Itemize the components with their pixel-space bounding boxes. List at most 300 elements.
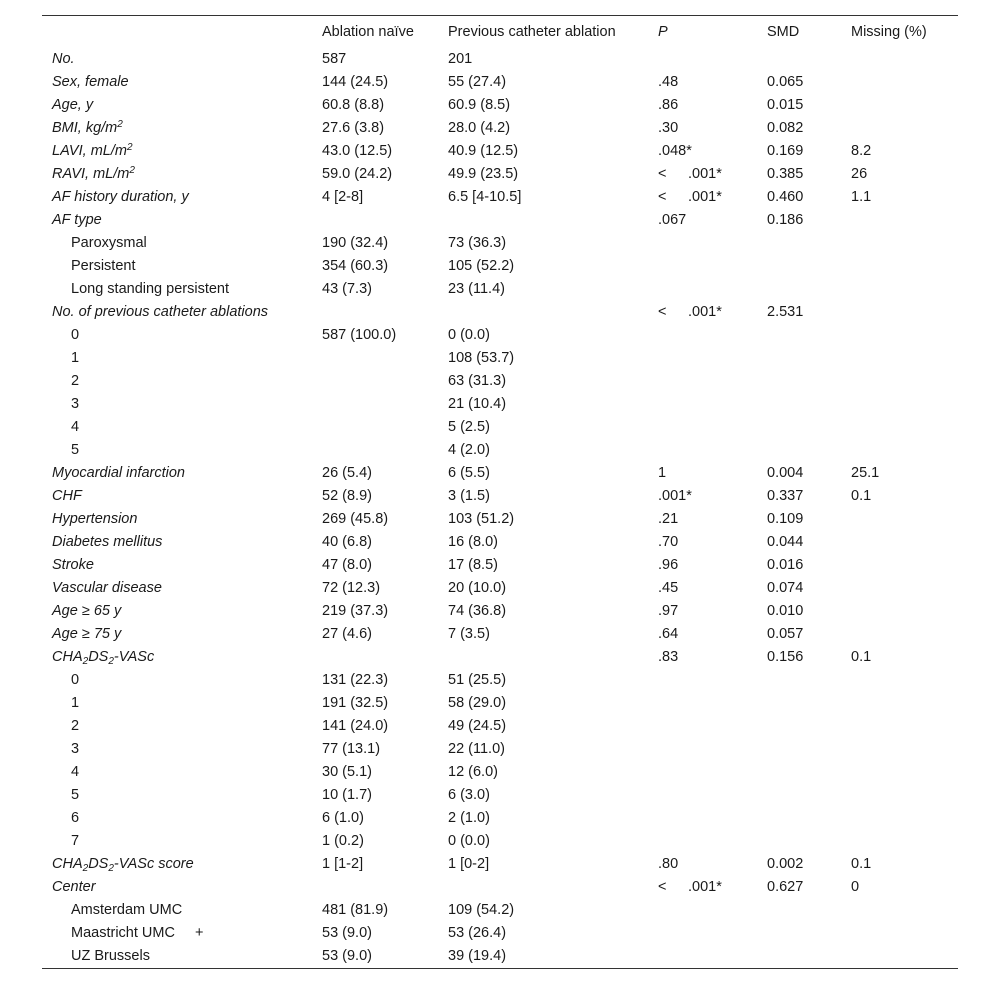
cell-smd: 0.074 <box>767 580 804 596</box>
cell-ablation-naive: 1 [1-2] <box>322 856 364 872</box>
cell-missing <box>851 439 958 462</box>
cell-p-value <box>658 531 767 554</box>
row-label <box>42 416 322 439</box>
p-value-text: .001* <box>658 488 692 504</box>
p-value-text: .001* <box>688 189 722 205</box>
table-row <box>42 324 958 347</box>
cell-previous-ablation: 6 (3.0) <box>448 787 490 803</box>
table-row <box>42 738 958 761</box>
row-label-text: Paroxysmal <box>71 235 147 251</box>
cell-ablation-naive: 72 (12.3) <box>322 580 381 596</box>
cell-ablation-naive: 30 (5.1) <box>322 764 372 780</box>
row-label <box>42 669 322 692</box>
row-label <box>42 646 322 669</box>
row-label-text: 3 <box>71 396 80 412</box>
table-row <box>42 278 958 301</box>
row-label-text: Stroke <box>52 557 94 573</box>
cell-previous-ablation: 2 (1.0) <box>448 810 490 826</box>
cell-missing <box>851 623 958 646</box>
cell-smd <box>767 370 851 393</box>
cell-p-value <box>658 416 767 439</box>
cell-missing <box>851 761 958 784</box>
table-row <box>42 186 958 209</box>
table-row <box>42 899 958 922</box>
cell-missing <box>851 531 958 554</box>
cell-missing <box>851 347 958 370</box>
cell-smd: 0.627 <box>767 879 804 895</box>
row-label-text: 6 <box>71 810 80 826</box>
cell-smd <box>767 715 851 738</box>
row-label <box>42 830 322 853</box>
cell-smd: 0.002 <box>767 856 804 872</box>
p-value-text: .45 <box>658 580 679 596</box>
cell-missing: 1.1 <box>851 189 872 205</box>
row-label <box>42 554 322 577</box>
characteristics-table <box>42 16 958 968</box>
cell-smd: 0.169 <box>767 143 804 159</box>
cell-ablation-naive <box>322 347 448 370</box>
p-value-text: .48 <box>658 74 679 90</box>
cell-p-value <box>658 232 767 255</box>
table-row <box>42 853 958 876</box>
cell-previous-ablation: 6.5 [4-10.5] <box>448 189 522 205</box>
cell-ablation-naive: 27 (4.6) <box>322 626 372 642</box>
cell-smd <box>767 393 851 416</box>
cell-previous-ablation: 55 (27.4) <box>448 74 507 90</box>
cell-smd <box>767 945 851 968</box>
cell-smd <box>767 692 851 715</box>
cell-smd <box>767 899 851 922</box>
table-row <box>42 669 958 692</box>
row-label-text: Diabetes mellitus <box>52 534 163 550</box>
cell-p-value <box>658 692 767 715</box>
row-label <box>42 623 322 646</box>
table-row <box>42 531 958 554</box>
cell-ablation-naive: 59.0 (24.2) <box>322 166 393 182</box>
row-label-text: AF history duration, y <box>52 189 189 205</box>
cell-ablation-naive: 53 (9.0) <box>322 925 372 941</box>
cell-previous-ablation <box>448 646 658 669</box>
row-label-text: Long standing persistent <box>71 281 229 297</box>
cell-smd <box>767 669 851 692</box>
cell-previous-ablation: 1 [0-2] <box>448 856 490 872</box>
cell-p-value <box>658 94 767 117</box>
row-label <box>42 347 322 370</box>
row-label-text: Myocardial infarction <box>52 465 185 481</box>
row-label <box>42 577 322 600</box>
table-row <box>42 94 958 117</box>
cell-ablation-naive <box>322 301 448 324</box>
row-label-text: AF type <box>52 212 102 228</box>
header-previous-ablation: Previous catheter ablation <box>448 24 616 40</box>
row-label-text: Hypertension <box>52 511 138 527</box>
table-row <box>42 117 958 140</box>
cell-ablation-naive: 43.0 (12.5) <box>322 143 393 159</box>
cell-missing <box>851 416 958 439</box>
cell-smd: 0.044 <box>767 534 804 550</box>
cell-ablation-naive: 60.8 (8.8) <box>322 97 385 113</box>
cell-p-value <box>658 439 767 462</box>
cell-ablation-naive <box>322 646 448 669</box>
table-row <box>42 692 958 715</box>
cell-previous-ablation: 23 (11.4) <box>448 281 505 297</box>
row-label <box>42 301 322 324</box>
row-label-text: 2 <box>71 718 80 734</box>
cell-ablation-naive <box>322 209 448 232</box>
cell-p-value <box>658 600 767 623</box>
table-row <box>42 347 958 370</box>
row-label-text: Maastricht UMC <box>71 925 175 941</box>
cell-missing <box>851 48 958 71</box>
table-row <box>42 945 958 968</box>
row-label-text: Amsterdam UMC <box>71 902 183 918</box>
cell-previous-ablation: 49.9 (23.5) <box>448 166 519 182</box>
cell-previous-ablation: 7 (3.5) <box>448 626 490 642</box>
cell-previous-ablation: 40.9 (12.5) <box>448 143 519 159</box>
cell-missing <box>851 830 958 853</box>
cell-ablation-naive: 52 (8.9) <box>322 488 372 504</box>
cell-ablation-naive <box>322 370 448 393</box>
cell-missing <box>851 117 958 140</box>
cell-p-value <box>658 209 767 232</box>
cell-previous-ablation: 16 (8.0) <box>448 534 498 550</box>
cell-p-value <box>658 163 767 186</box>
cell-p-value <box>658 462 767 485</box>
cell-previous-ablation: 4 (2.0) <box>448 442 490 458</box>
cell-missing <box>851 324 958 347</box>
cell-smd <box>767 347 851 370</box>
cell-missing: 8.2 <box>851 143 872 159</box>
row-label <box>42 945 322 968</box>
cell-previous-ablation: 53 (26.4) <box>448 925 507 941</box>
cell-previous-ablation: 20 (10.0) <box>448 580 507 596</box>
cell-missing: 0.1 <box>851 488 872 504</box>
cell-smd <box>767 255 851 278</box>
p-value-text: .96 <box>658 557 679 573</box>
header-missing: Missing (%) <box>851 24 927 40</box>
cell-missing <box>851 278 958 301</box>
cell-smd <box>767 48 851 71</box>
cell-p-value <box>658 646 767 669</box>
row-label <box>42 393 322 416</box>
cell-previous-ablation: 51 (25.5) <box>448 672 507 688</box>
row-label-formatted: $CHA_2DS_2$-VASc score <box>52 856 194 874</box>
p-less-than: < <box>658 304 667 320</box>
cell-p-value <box>658 784 767 807</box>
p-value-text: .97 <box>658 603 679 619</box>
cell-p-value <box>658 140 767 163</box>
cell-missing <box>851 577 958 600</box>
label-superscript: 2 <box>126 142 133 153</box>
row-label-text: 0 <box>71 672 80 688</box>
cell-previous-ablation: 63 (31.3) <box>448 373 507 389</box>
row-label-text: 5 <box>71 787 80 803</box>
row-label <box>42 278 322 301</box>
cell-previous-ablation: 109 (54.2) <box>448 902 515 918</box>
label-superscript: 2 <box>129 165 135 176</box>
cell-missing: 25.1 <box>851 465 880 481</box>
cell-smd <box>767 324 851 347</box>
p-value-text: .80 <box>658 856 679 872</box>
header-label <box>42 16 322 48</box>
table-row <box>42 554 958 577</box>
cell-p-value <box>658 761 767 784</box>
p-value-text: .30 <box>658 120 679 136</box>
cell-smd: 0.337 <box>767 488 804 504</box>
cell-ablation-naive: 587 <box>322 51 347 67</box>
p-value-text: .86 <box>658 97 679 113</box>
cell-ablation-naive: 43 (7.3) <box>322 281 372 297</box>
cell-previous-ablation: 17 (8.5) <box>448 557 498 573</box>
row-label-text: Sex, female <box>52 74 129 90</box>
row-label <box>42 531 322 554</box>
cell-ablation-naive: 4 [2-8] <box>322 189 364 205</box>
cell-ablation-naive: 219 (37.3) <box>322 603 389 619</box>
cell-previous-ablation: 0 (0.0) <box>448 833 490 849</box>
cell-ablation-naive: 47 (8.0) <box>322 557 372 573</box>
row-label <box>42 485 322 508</box>
row-label <box>42 186 322 209</box>
cell-missing <box>851 600 958 623</box>
table-row <box>42 715 958 738</box>
cell-ablation-naive: 269 (45.8) <box>322 511 389 527</box>
cell-missing: 0.1 <box>851 856 872 872</box>
cell-p-value <box>658 186 767 209</box>
row-label <box>42 692 322 715</box>
row-label-text: 0 <box>71 327 80 343</box>
cell-smd <box>767 416 851 439</box>
cell-missing <box>851 899 958 922</box>
cell-ablation-naive: 144 (24.5) <box>322 74 389 90</box>
row-label-suffix: score <box>154 856 194 872</box>
row-label <box>42 370 322 393</box>
cell-smd: 0.460 <box>767 189 804 205</box>
table-row <box>42 163 958 186</box>
table-row <box>42 876 958 899</box>
cell-ablation-naive: 141 (24.0) <box>322 718 389 734</box>
cell-smd: 0.186 <box>767 212 804 228</box>
p-value-text: .001* <box>688 304 722 320</box>
cell-missing: 0 <box>851 879 860 895</box>
row-label-text: 4 <box>71 764 80 780</box>
cell-missing <box>851 393 958 416</box>
cell-ablation-naive: 1 (0.2) <box>322 833 364 849</box>
cell-previous-ablation: 73 (36.3) <box>448 235 507 251</box>
cell-previous-ablation: 58 (29.0) <box>448 695 507 711</box>
row-label <box>42 899 322 922</box>
table-row <box>42 623 958 646</box>
cell-missing <box>851 692 958 715</box>
p-value-text: 1 <box>658 465 667 481</box>
cell-missing <box>851 209 958 232</box>
cell-ablation-naive <box>322 416 448 439</box>
cell-smd: 0.109 <box>767 511 804 527</box>
cell-previous-ablation: 103 (51.2) <box>448 511 515 527</box>
cell-ablation-naive: 481 (81.9) <box>322 902 389 918</box>
cell-missing <box>851 508 958 531</box>
row-label-text: No. <box>52 51 75 67</box>
cell-ablation-naive <box>322 876 448 899</box>
header-row <box>42 16 958 48</box>
row-label <box>42 738 322 761</box>
row-label-text: Age ≥ 75 y <box>52 626 122 642</box>
cell-smd <box>767 830 851 853</box>
cell-smd: 0.016 <box>767 557 804 573</box>
row-label <box>42 784 322 807</box>
cell-previous-ablation: 201 <box>448 51 473 67</box>
cell-p-value <box>658 255 767 278</box>
row-label <box>42 715 322 738</box>
cell-smd <box>767 278 851 301</box>
table-row <box>42 370 958 393</box>
cell-missing <box>851 370 958 393</box>
cell-previous-ablation: 22 (11.0) <box>448 741 505 757</box>
table-row <box>42 209 958 232</box>
table-row <box>42 807 958 830</box>
cell-p-value <box>658 945 767 968</box>
cell-previous-ablation: 28.0 (4.2) <box>448 120 511 136</box>
cell-smd <box>767 922 851 945</box>
cell-ablation-naive: 26 (5.4) <box>322 465 372 481</box>
row-label <box>42 439 322 462</box>
p-value-text: .048* <box>658 143 692 159</box>
row-label-text: RAVI, mL/m <box>52 166 130 182</box>
cell-p-value <box>658 922 767 945</box>
cell-p-value <box>658 830 767 853</box>
cell-ablation-naive: 6 (1.0) <box>322 810 364 826</box>
cell-ablation-naive: 587 (100.0) <box>322 327 397 343</box>
row-label <box>42 508 322 531</box>
row-label <box>42 324 322 347</box>
row-label-text: 2 <box>71 373 80 389</box>
cell-missing: 26 <box>851 166 868 182</box>
table-row <box>42 485 958 508</box>
row-label <box>42 94 322 117</box>
p-value-text: .83 <box>658 649 679 665</box>
cell-previous-ablation: 6 (5.5) <box>448 465 490 481</box>
table-row <box>42 784 958 807</box>
cell-missing: 0.1 <box>851 649 872 665</box>
cell-smd: 0.156 <box>767 649 804 665</box>
cell-p-value <box>658 715 767 738</box>
row-label-formatted: $CHA_2DS_2$-VASc <box>52 649 155 667</box>
row-label-text: 7 <box>71 833 80 849</box>
row-label <box>42 117 322 140</box>
row-label <box>42 807 322 830</box>
table-row <box>42 830 958 853</box>
cell-p-value <box>658 324 767 347</box>
cell-p-value <box>658 554 767 577</box>
cell-smd: 0.082 <box>767 120 804 136</box>
cell-smd: 0.004 <box>767 465 804 481</box>
cell-missing <box>851 807 958 830</box>
cell-missing <box>851 715 958 738</box>
row-label <box>42 209 322 232</box>
table-row <box>42 761 958 784</box>
cell-ablation-naive: 354 (60.3) <box>322 258 389 274</box>
cell-smd: 0.010 <box>767 603 804 619</box>
row-label <box>42 876 322 899</box>
table-row <box>42 508 958 531</box>
header-p: P <box>658 24 668 40</box>
row-label <box>42 232 322 255</box>
row-label-text: CHF <box>52 488 82 504</box>
row-label-text: No. of previous catheter ablations <box>52 304 269 320</box>
row-label-text: Persistent <box>71 258 136 274</box>
cell-p-value <box>658 508 767 531</box>
table-row <box>42 439 958 462</box>
p-less-than: < <box>658 189 667 205</box>
cell-previous-ablation: 12 (6.0) <box>448 764 498 780</box>
cell-missing <box>851 738 958 761</box>
cell-smd <box>767 761 851 784</box>
p-value-text: .067 <box>658 212 687 228</box>
cell-smd: 0.065 <box>767 74 804 90</box>
cell-smd: 0.057 <box>767 626 804 642</box>
cell-p-value <box>658 899 767 922</box>
cell-p-value <box>658 71 767 94</box>
cell-previous-ablation <box>448 301 658 324</box>
row-label-text: Age ≥ 65 y <box>52 603 122 619</box>
table-row <box>42 577 958 600</box>
label-superscript: 2 <box>117 119 123 130</box>
table-body <box>42 48 958 968</box>
row-label <box>42 140 322 163</box>
cell-smd: 2.531 <box>767 304 804 320</box>
header-smd: SMD <box>767 24 800 40</box>
row-label-text: Center <box>52 879 96 895</box>
cell-ablation-naive: 131 (22.3) <box>322 672 389 688</box>
row-label <box>42 71 322 94</box>
table-row <box>42 462 958 485</box>
table-row <box>42 646 958 669</box>
row-label-text: 3 <box>71 741 80 757</box>
cell-ablation-naive: 190 (32.4) <box>322 235 389 251</box>
row-label-text: Vascular disease <box>52 580 162 596</box>
header-ablation-naive: Ablation naïve <box>322 24 414 40</box>
table-row <box>42 232 958 255</box>
table-row <box>42 301 958 324</box>
cell-previous-ablation: 105 (52.2) <box>448 258 515 274</box>
cell-ablation-naive <box>322 439 448 462</box>
cell-p-value <box>658 669 767 692</box>
cell-smd <box>767 784 851 807</box>
cell-previous-ablation <box>448 209 658 232</box>
bottom-rule <box>42 968 958 969</box>
cell-missing <box>851 669 958 692</box>
cell-previous-ablation: 3 (1.5) <box>448 488 490 504</box>
cell-p-value <box>658 623 767 646</box>
cell-missing <box>851 232 958 255</box>
row-label-text: Age, y <box>52 97 94 113</box>
cell-smd: 0.385 <box>767 166 804 182</box>
cell-smd: 0.015 <box>767 97 804 113</box>
cell-p-value <box>658 117 767 140</box>
row-label-text: 5 <box>71 442 80 458</box>
p-less-than: < <box>658 166 667 182</box>
cell-missing <box>851 554 958 577</box>
row-label-text: 4 <box>71 419 80 435</box>
cell-p-value <box>658 370 767 393</box>
cell-missing <box>851 784 958 807</box>
cell-previous-ablation: 0 (0.0) <box>448 327 490 343</box>
row-label <box>42 922 322 945</box>
p-value-text: .64 <box>658 626 679 642</box>
table-container <box>42 15 958 969</box>
row-label <box>42 462 322 485</box>
row-label <box>42 255 322 278</box>
table-row <box>42 600 958 623</box>
